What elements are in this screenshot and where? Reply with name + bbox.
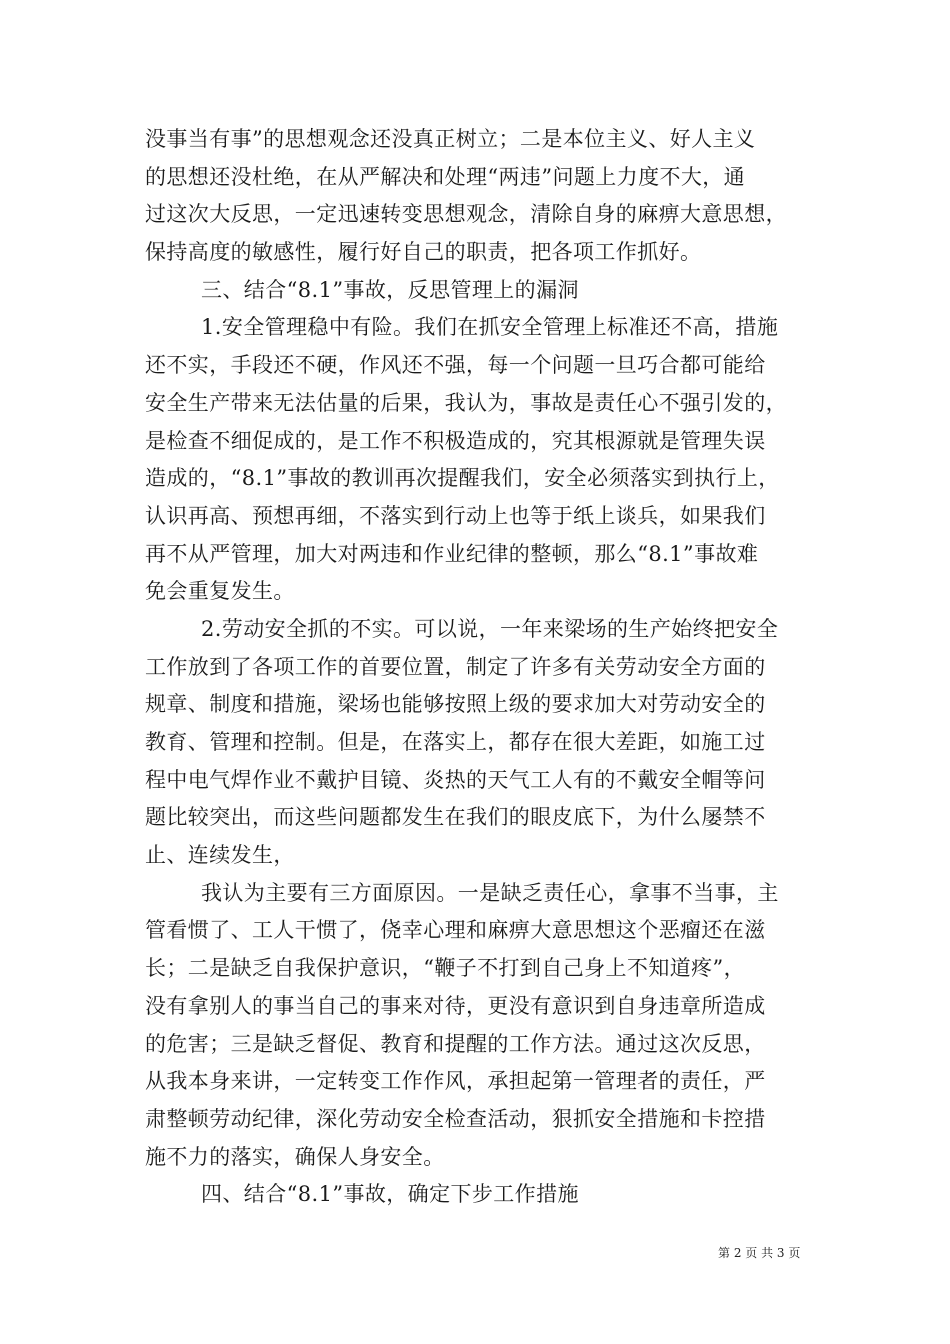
text-line: 认识再高、预想再细，不落实到行动上也等于纸上谈兵，如果我们 <box>145 503 766 528</box>
text-line: 施不力的落实，确保人身安全。 <box>145 1144 445 1169</box>
text-line: 2.劳动安全抓的不实。可以说，一年来梁场的生产始终把安全 <box>201 616 779 641</box>
text-line: 还不实，手段还不硬，作风还不强，每一个问题一旦巧合都可能给 <box>145 353 766 378</box>
paragraph <box>145 309 825 611</box>
text-line: 再不从严管理，加大对两违和作业纪律的整顿，那么“8.1”事故难 <box>145 541 759 566</box>
text-line: 是检查不细促成的，是工作不积极造成的，究其根源就是管理失误 <box>145 428 766 453</box>
text-line: 题比较突出，而这些问题都发生在我们的眼皮底下，为什么屡禁不 <box>145 805 766 830</box>
text-line: 肃整顿劳动纪律，深化劳动安全检查活动，狠抓安全措施和卡控措 <box>145 1106 766 1131</box>
text-line: 没事当有事”的思想观念还没真正树立；二是本位主义、好人主义 <box>145 127 756 151</box>
text-line: 的思想还没杜绝，在从严解决和处理“两违”问题上力度不大，通 <box>145 164 746 189</box>
text-line: 保持高度的敏感性，履行好自己的职责，把各项工作抓好。 <box>145 240 702 265</box>
page-number: 第 2 页 共 3 页 <box>718 1246 801 1260</box>
text-line: 从我本身来讲，一定转变工作作风，承担起第一管理者的责任，严 <box>145 1069 766 1094</box>
section-heading <box>145 272 825 310</box>
text-line: 过这次大反思，一定迅速转变思想观念，清除自身的麻痹大意思想， <box>145 202 787 227</box>
section-heading <box>145 1176 825 1214</box>
text-line: 1.安全管理稳中有险。我们在抓安全管理上标准还不高，措施 <box>201 315 779 340</box>
text-line: 止、连续发生， <box>145 843 295 868</box>
text-line: 长；二是缺乏自我保护意识，“鞭子不打到自己身上不知道疼”， <box>145 956 746 981</box>
text-line: 程中电气焊作业不戴护目镜、炎热的天气工人有的不戴安全帽等问 <box>145 767 766 792</box>
text-line: 安全生产带来无法估量的后果，我认为，事故是责任心不强引发的， <box>145 390 787 415</box>
paragraph <box>145 121 825 272</box>
text-line: 管看惯了、工人干惯了，侥幸心理和麻痹大意思想这个恶瘤还在滋 <box>145 918 766 943</box>
text-line: 教育、管理和控制。但是，在落实上，都存在很大差距，如施工过 <box>145 730 766 754</box>
text-line: 免会重复发生。 <box>145 579 295 604</box>
document-body <box>145 121 825 1214</box>
text-line: 的危害；三是缺乏督促、教育和提醒的工作方法。通过这次反思， <box>145 1031 766 1056</box>
text-line: 没有拿别人的事当自己的事来对待，更没有意识到自身违章所造成 <box>145 993 766 1018</box>
text-line: 我认为主要有三方面原因。一是缺乏责任心，拿事不当事，主 <box>201 880 779 905</box>
text-line: 造成的，“8.1”事故的教训再次提醒我们，安全必须落实到执行上， <box>145 466 780 491</box>
text-line: 工作放到了各项工作的首要位置，制定了许多有关劳动安全方面的 <box>145 654 766 679</box>
paragraph <box>145 875 825 1177</box>
paragraph <box>145 611 825 875</box>
text-line: 规章、制度和措施，梁场也能够按照上级的要求加大对劳动安全的 <box>145 692 766 717</box>
section-heading-text: 三、结合“8.1”事故，反思管理上的漏洞 <box>201 277 579 302</box>
section-heading-text: 四、结合“8.1”事故，确定下步工作措施 <box>201 1182 579 1207</box>
